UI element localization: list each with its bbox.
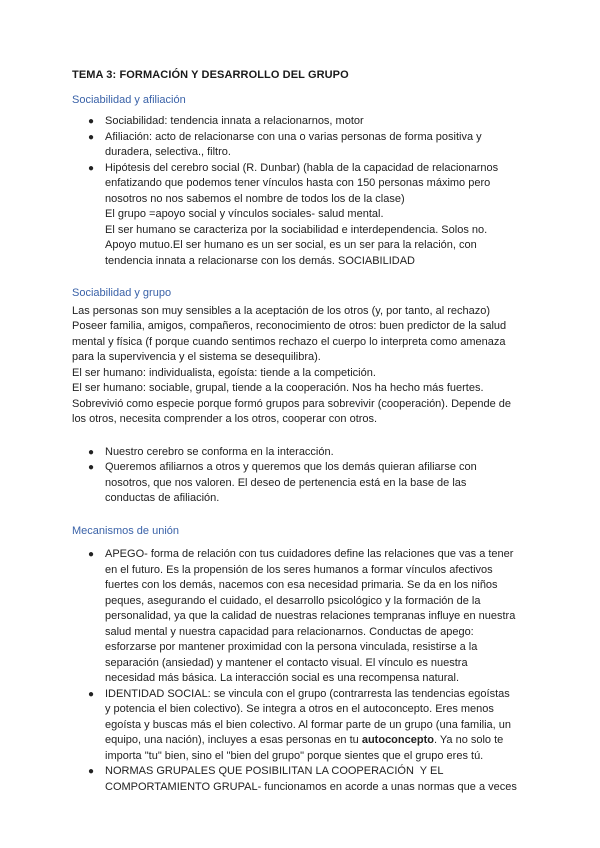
section-heading-sociabilidad-afiliacion: Sociabilidad y afiliación [72, 93, 186, 106]
list-item-line: enfatizando que podemos tener vínculos hasta con 150 personas máximo pero [105, 177, 491, 189]
bullet-icon: ● [88, 549, 95, 560]
list-item-line: Sociabilidad: tendencia innata a relacionarnos, motor [105, 115, 364, 127]
bullet-icon: ● [88, 688, 95, 700]
bullet-list-sociabilidad-afiliacion [72, 114, 530, 269]
paragraph-sociabilidad-grupo [72, 304, 530, 428]
paragraph-line: Sobrevivió como especie porque formó grupos para sobrevivir (cooperación). Depende de [72, 397, 512, 410]
list-item-line: egoísta y buscas más el bien colectivo. Al formar parte de un grupo (una familia, un [105, 718, 511, 731]
bullet-icon: ● [88, 162, 95, 174]
paragraph-line: mental y física (f porque cuando sentimos rechazo el cuerpo lo interpreta como amenaza [72, 335, 506, 348]
list-item-line: duradera, selectiva., filtro. [105, 146, 231, 158]
text-run: equipo, una nación), incluyes a esas personas en tu [105, 734, 362, 746]
list-item-apego [72, 547, 530, 687]
list-item-line: personalidad, ya que la calidad de nuestras relaciones tempranas influye en nuestra [105, 610, 516, 622]
list-item-line: en el futuro. Es la propensión de los seres humanos a formar vínculos afectivos [105, 563, 493, 576]
list-item [72, 460, 530, 507]
list-item-line: COMPORTAMIENTO GRUPAL- funcionamos en acorde a unas normas que a veces [105, 780, 517, 793]
section-heading-mecanismos-union: Mecanismos de unión [72, 524, 180, 537]
list-item-line: Afiliación: acto de relacionarse con una o varias personas de forma positiva y [105, 130, 482, 143]
list-item-line-with-bold [105, 733, 530, 749]
list-item-line: peques, asegurando el cuidado, el desarrollo psicológico y la formación de la [105, 594, 481, 607]
section-heading-sociabilidad-grupo: Sociabilidad y grupo [72, 287, 172, 299]
list-item-line: nosotros no nos sabemos el nombre de todos los de la clase) [105, 192, 405, 205]
list-item [72, 114, 530, 130]
list-item-line: fuertes con los demás, nacemos con esa necesidad primaria. Se da en los niños [105, 579, 498, 591]
bullet-icon: ● [88, 766, 95, 777]
list-item [72, 161, 530, 270]
list-item-line: Queremos afiliarnos a otros y queremos que los demás quieran afiliarse con [105, 461, 477, 473]
bullet-icon: ● [88, 131, 95, 143]
list-item-line: IDENTIDAD SOCIAL: se vincula con el grupo (contrarresta las tendencias egoístas [105, 687, 510, 700]
list-item-line: separación (ansiedad) y mantener el contacto visual. El vínculo es nuestra [105, 656, 468, 669]
list-item-line: NORMAS GRUPALES QUE POSIBILITAN LA COOPERACIÓN Y EL [105, 765, 444, 777]
list-item-line: El grupo =apoyo social y vínculos sociales- salud mental. [105, 208, 384, 220]
list-item-line: tendencia innata a relacionarse con los demás. SOCIABILIDAD [105, 254, 415, 267]
list-item [72, 130, 530, 161]
text-run: . Ya no solo te [433, 734, 504, 746]
bullet-icon: ● [88, 116, 95, 127]
list-item-line: El ser humano se caracteriza por la sociabilidad e interdependencia. Solos no. [105, 223, 488, 236]
list-item-line: nosotros, que nos valoren. El deseo de pertenencia está en la base de las [105, 476, 467, 489]
bullet-icon: ● [88, 446, 95, 458]
paragraph-line: para la supervivencia y el sistema se desequilibra). [72, 351, 321, 363]
list-item-line: Hipótesis del cerebro social (R. Dunbar) (habla de la capacidad de relacionarnos [105, 161, 499, 174]
bullet-list-mecanismos-union [72, 547, 530, 795]
bold-term-autoconcepto: autoconcepto [361, 734, 434, 746]
list-item-line: Apoyo mutuo.El ser humano es un ser social, es un ser para la relación, con [105, 239, 477, 251]
document-title: TEMA 3: FORMACIÓN Y DESARROLLO DEL GRUPO [72, 69, 349, 81]
list-item-line: importa "tu" bien, sino el "bien del grupo" porque sientes que el grupo eres tú. [105, 749, 484, 762]
list-item-normas-grupales [72, 764, 530, 795]
paragraph-line: El ser humano: sociable, grupal, tiende a la cooperación. Nos ha hecho más fuertes. [72, 382, 484, 394]
paragraph-line: Las personas son muy sensibles a la aceptación de los otros (y, por tanto, al rechazo) [72, 304, 491, 317]
list-item-line: salud mental y nuestra capacidad para relacionarnos. Conductas de apego: [105, 625, 474, 638]
list-item-line: conductas de afiliación. [105, 492, 220, 504]
list-item-line: Nuestro cerebro se conforma en la interacción. [105, 445, 334, 458]
bullet-list-sociabilidad-grupo [72, 445, 530, 507]
list-item-line: y potencia el bien colectivo). Se integra a otros en el autoconcepto. Eres menos [105, 703, 494, 715]
list-item-line: APEGO- forma de relación con tus cuidadores define las relaciones que vas a tener [105, 548, 514, 560]
list-item [72, 445, 530, 461]
paragraph-line: los otros, necesita comprender a los otros, cooperar con otros. [72, 413, 378, 425]
list-item-line: esforzarse por mantener proximidad con la persona vinculada, resistirse a la [105, 641, 478, 653]
paragraph-line: Poseer familia, amigos, compañeros, reconocimiento de otros: buen predictor de la salud [72, 320, 507, 332]
bullet-icon: ● [88, 462, 95, 473]
list-item-line: necesidad más básica. La interacción social es una recompensa natural. [105, 672, 460, 684]
paragraph-line: El ser humano: individualista, egoísta: tiende a la competición. [72, 366, 376, 379]
list-item-identidad-social [72, 687, 530, 765]
